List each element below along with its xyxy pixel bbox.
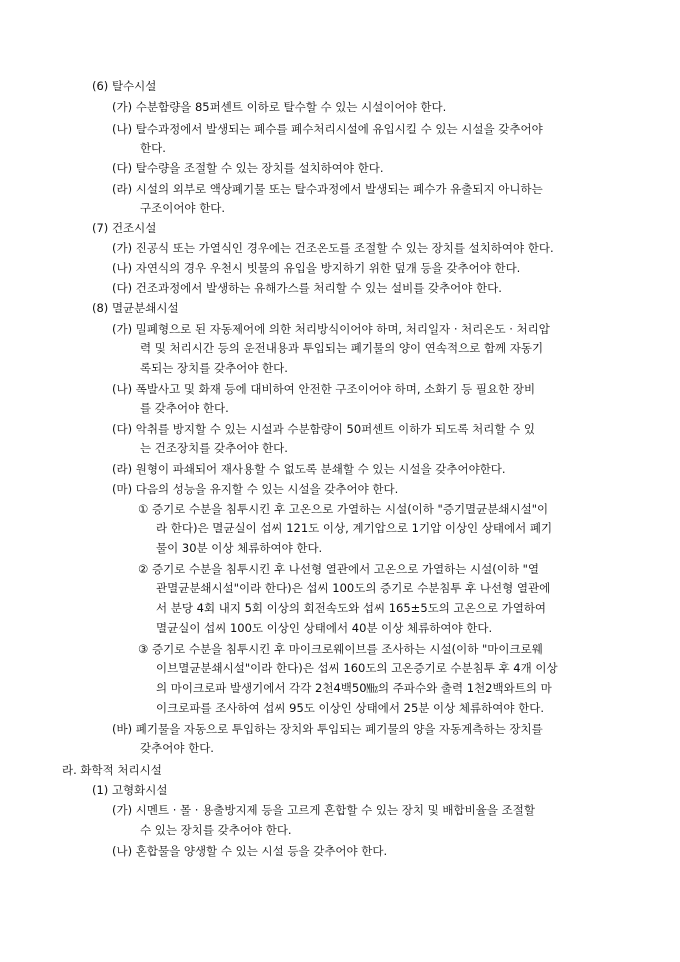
circled-item (138, 560, 539, 578)
item-text (112, 320, 550, 338)
item-text (112, 842, 387, 860)
item-text (112, 420, 535, 438)
item-line: 시설의 외부로 액상폐기물 또는 탈수과정에서 발생되는 폐수가 유출되지 아니하는 (135, 182, 543, 196)
item-text (112, 801, 535, 819)
item-line: 한다. (140, 141, 166, 155)
circled-label: ① (138, 502, 149, 516)
item-line: 록되는 장치를 갖추어야 한다. (140, 361, 288, 375)
item-label: (다) (112, 161, 133, 175)
item-text (112, 259, 520, 277)
item-label: (나) (112, 261, 133, 275)
item-label: (가) (112, 100, 133, 114)
item-label: (나) (112, 122, 133, 136)
section-heading: (1) 고형화시설 (92, 783, 168, 797)
item-text (112, 460, 506, 478)
item-line: 폐기물을 자동으로 투입하는 장치와 투입되는 폐기물의 양을 자동계측하는 장치를 (135, 722, 543, 736)
item-line: 진공식 또는 가열식인 경우에는 건조온도를 조절할 수 있는 장치를 설치하여야 한다. (135, 241, 554, 255)
item-line: 수 있는 장치를 갖추어야 한다. (140, 823, 292, 837)
item-line: 탈수량을 조절할 수 있는 장치를 설치하여야 한다. (135, 161, 384, 175)
item-line: 자연식의 경우 우천시 빗물의 유입을 방지하기 위한 덮개 등을 갖추어야 한다. (135, 261, 521, 275)
item-line: 폭발사고 및 화재 등에 대비하여 안전한 구조이어야 하며, 소화기 등 필요한 장비 (135, 382, 536, 396)
item-text (112, 239, 554, 257)
item-line: 를 갖추어야 한다. (140, 401, 229, 415)
item-label: (다) (112, 281, 133, 295)
item-label: (마) (112, 482, 133, 496)
item-line: 라 한다)은 멸균실이 섭씨 121도 이상, 계기압으로 1기압 이상인 상태에서 폐기 (156, 521, 553, 535)
item-line: 악취를 방지할 수 있는 시설과 수분함량이 50퍼센트 이하가 되도록 처리할 수 있 (135, 422, 535, 436)
circled-item (138, 500, 548, 518)
item-label: (바) (112, 722, 133, 736)
item-line: 원형이 파쇄되어 재사용할 수 없도록 분쇄할 수 있는 시설을 갖추어야한다. (135, 462, 506, 476)
item-label: (라) (112, 462, 133, 476)
item-line: 증기로 수분을 침투시킨 후 나선형 열관에서 고온으로 가열하는 시설(이하 "열 (151, 562, 540, 576)
item-line: 시멘트 · 몰 · 용출방지제 등을 고르게 혼합할 수 있는 장치 및 배합비율을 조절할 (135, 803, 535, 817)
item-text (112, 720, 543, 738)
item-text (112, 98, 446, 116)
item-label: (다) (112, 422, 133, 436)
section-heading: (8) 멸균분쇄시설 (92, 301, 179, 315)
item-text (112, 159, 384, 177)
item-line: 서 분당 4회 내지 5회 이상의 회전속도와 섭씨 165±5도의 고온으로 가열하여 (156, 601, 547, 615)
item-label: (라) (112, 182, 133, 196)
item-label: (가) (112, 803, 133, 817)
circled-label: ③ (138, 642, 149, 656)
item-label: (나) (112, 382, 133, 396)
section-heading: (6) 탈수시설 (92, 79, 157, 93)
section-heading: (7) 건조시설 (92, 221, 157, 235)
item-label: (나) (112, 844, 133, 858)
item-line: 수분함량을 85퍼센트 이하로 탈수할 수 있는 시설이어야 한다. (135, 100, 447, 114)
item-line: 밀폐형으로 된 자동제어에 의한 처리방식이어야 하며, 처리일자 · 처리온도 · 처리압 (135, 322, 550, 336)
item-line: 이크로파를 조사하여 섭씨 95도 이상인 상태에서 25분 이상 체류하여야 한다. (156, 701, 544, 715)
item-line: 는 건조장치를 갖추어야 한다. (140, 441, 288, 455)
item-line: 관멸균분쇄시설"이라 한다)은 섭씨 100도의 증기로 수분침투 후 나선형 열관에 (156, 581, 551, 595)
item-line: 이브멸균분쇄시설"이라 한다)은 섭씨 160도의 고온증기로 수분침투 후 4개 이상 (156, 661, 558, 675)
item-line: 다음의 성능을 유지할 수 있는 시설을 갖추어야 한다. (135, 482, 399, 496)
item-line: 증기로 수분을 침투시킨 후 고온으로 가열하는 시설(이하 "증기멸균분쇄시설"이 (151, 502, 549, 516)
item-text (112, 120, 543, 138)
chapter-heading: 라. 화학적 처리시설 (62, 763, 162, 777)
item-label: (가) (112, 322, 133, 336)
item-line: 혼합물을 양생할 수 있는 시설 등을 갖추어야 한다. (135, 844, 388, 858)
circled-item (138, 640, 543, 658)
circled-label: ② (138, 562, 149, 576)
item-line: 탈수과정에서 발생되는 폐수를 폐수처리시설에 유입시킬 수 있는 시설을 갖추어야 (135, 122, 543, 136)
item-text (112, 380, 535, 398)
item-line: 갖추어야 한다. (140, 741, 214, 755)
item-line: 구조이어야 한다. (140, 201, 226, 215)
item-label: (가) (112, 241, 133, 255)
item-line: 의 마이크로파 발생기에서 각각 2천4백50㎒의 주파수와 출력 1천2백와트의 마 (156, 681, 552, 695)
item-text (112, 180, 543, 198)
item-line: 건조과정에서 발생하는 유해가스를 처리할 수 있는 설비를 갖추어야 한다. (135, 281, 502, 295)
item-text (112, 279, 502, 297)
item-line: 증기로 수분을 침투시킨 후 마이크로웨이브를 조사하는 시설(이하 "마이크로웨 (151, 642, 543, 656)
item-line: 멸균실이 섭씨 100도 이상인 상태에서 40분 이상 체류하여야 한다. (156, 621, 493, 635)
item-line: 물이 30분 이상 체류하여야 한다. (156, 541, 323, 555)
item-text (112, 480, 398, 498)
item-line: 력 및 처리시간 등의 운전내용과 투입되는 폐기물의 양이 연속적으로 함께 자동기 (140, 341, 544, 355)
